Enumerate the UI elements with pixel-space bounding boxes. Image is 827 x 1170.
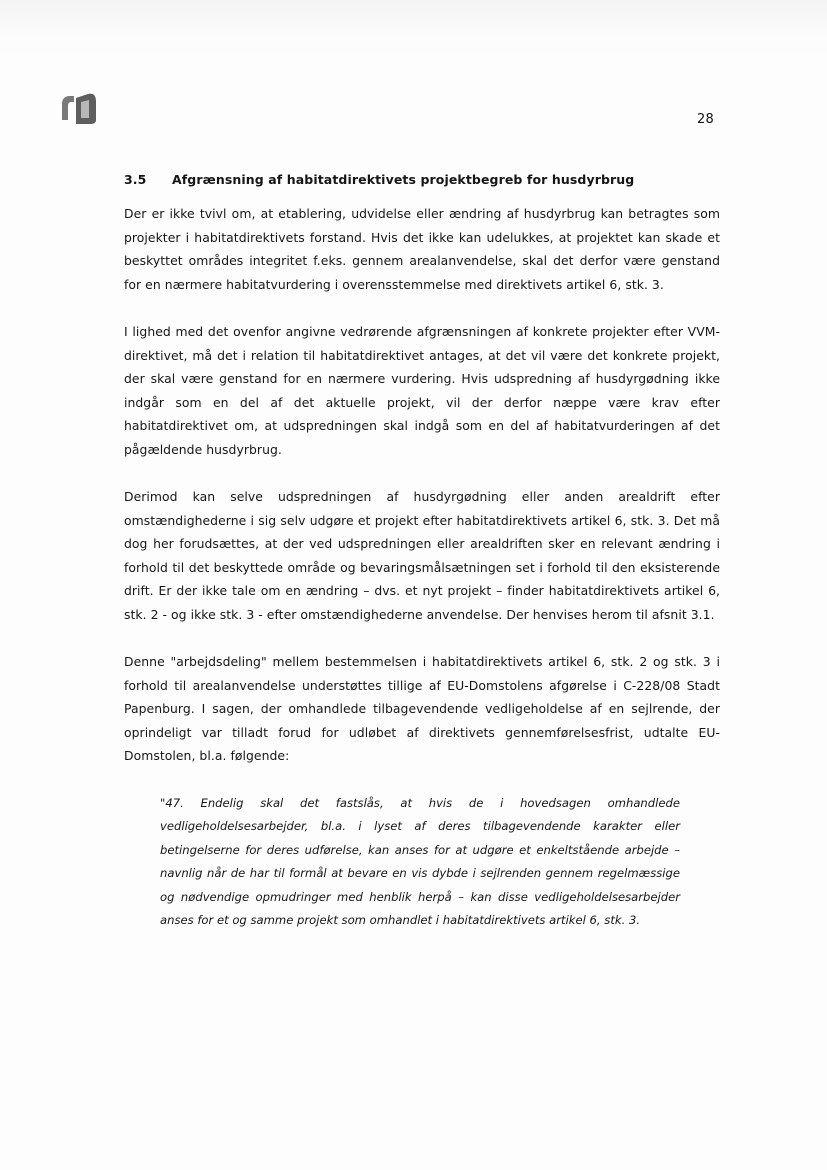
paragraph: Derimod kan selve udspredningen af husdyrgødning eller anden arealdrift efter omstændighederne i sig selv udgøre et projekt efter habitatdirektivets artikel 6, stk. 3. Det må dog her forudsættes, at der ved udspredningen eller arealdriften sker en relevant ændring i forhold til det beskyttede område og bevaringsmålsætningen set i forhold til den eksisterende drift. Er der ikke tale om en ændring – dvs. et nyt projekt – finder habitatdirektivets artikel 6, stk. 2 - og ikke stk. 3 - efter omstændighederne anvendelse. Der henvises herom til afsnit 3.1. [124, 489, 720, 622]
scan-artifact [0, 0, 827, 70]
paragraph: Denne "arbejdsdeling" mellem bestemmelsen i habitatdirektivets artikel 6, stk. 2 og stk. 3 i forhold til arealanvendelse understøttes tillige af EU-Domstolens afgørelse i C-228/08 Stadt Papenburg. I sagen, der omhandlede tilbagevendende vedligeholdelse af en sejlrende, der oprindeligt var tilladt forud for udløbet af direktivets gennemførelsesfrist, udtalte EU-Domstolen, bl.a. følgende: [124, 654, 720, 763]
block-quote: "47. Endelig skal det fastslås, at hvis de i hovedsagen omhandlede vedligeholdelsesarbejder, bl.a. i lyset af deres tilbagevendende karakter eller betingelserne for deres udførelse, kan anses for at udgøre et enkeltstående arbejde – navnlig når de har til formål at bevare en vis dybde i sejlrenden gennem regelmæssige og nødvendige opmudringer med henblik herpå – kan disse vedligeholdelsesarbejder anses for et og samme projekt som omhandlet i habitatdirektivets artikel 6, stk. 3. [160, 795, 680, 927]
page-number: 28 [697, 112, 714, 127]
section-title: Afgrænsning af habitatdirektivets projektbegreb for husdyrbrug [172, 172, 635, 187]
section-heading [124, 172, 724, 187]
logo-icon [58, 90, 100, 126]
body-text [124, 202, 720, 933]
paragraph: I lighed med det ovenfor angivne vedrørende afgrænsningen af konkrete projekter efter VVM-direktivet, må det i relation til habitatdirektivet antages, at det vil være det konkrete projekt, der skal være genstand for en nærmere vurdering. Hvis udspredning af husdyrgødning ikke indgår som en del af det aktuelle projekt, vil der derfor næppe være krav efter habitatdirektivet om, at udspredningen skal indgå som en del af habitatvurderingen af det pågældende husdyrbrug. [124, 324, 720, 457]
section-number: 3.5 [124, 172, 147, 187]
paragraph: Der er ikke tvivl om, at etablering, udvidelse eller ændring af husdyrbrug kan betragtes som projekter i habitatdirektivets forstand. Hvis det ikke kan udelukkes, at projektet kan skade et beskyttet områdes integritet f.eks. gennem arealanvendelse, skal det derfor være genstand for en nærmere habitatvurdering i overensstemmelse med direktivets artikel 6, stk. 3. [124, 206, 720, 292]
